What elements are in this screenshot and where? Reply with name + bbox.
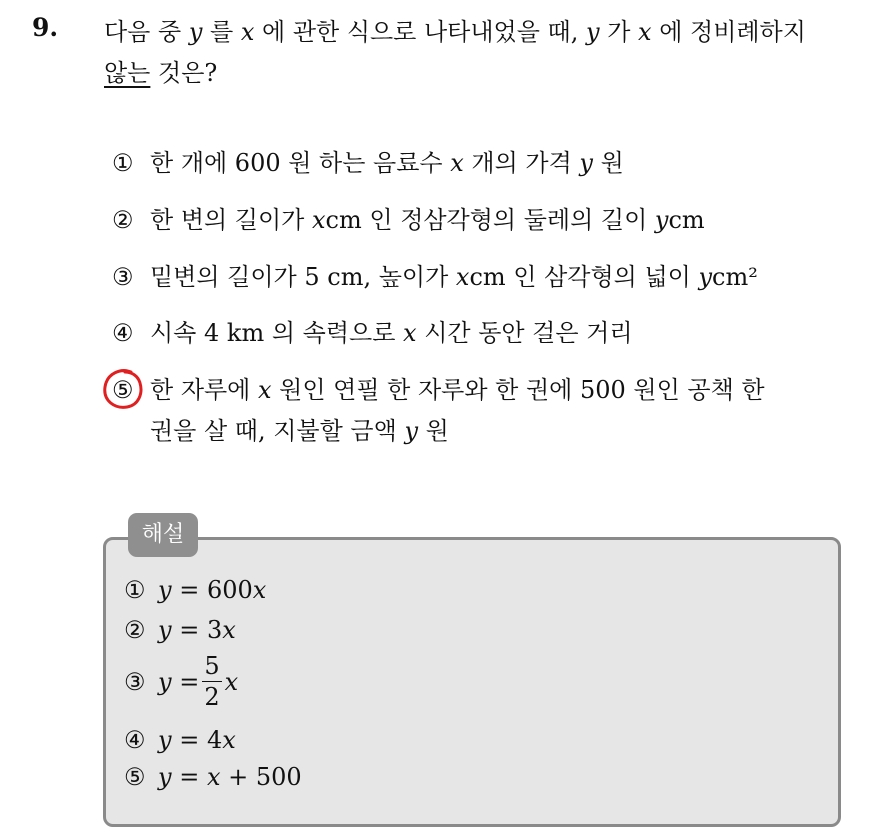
option-2[interactable] xyxy=(112,200,840,241)
option-3-text: 밑변의 길이가 5 cm, 높이가 xcm 인 삼각형의 넓이 ycm² xyxy=(150,263,758,291)
question-text: 다음 중 y 를 x 에 관한 식으로 나타내었을 때, y 가 x 에 정비례하지 않는 것은? xyxy=(104,18,806,87)
option-2-mark: ② xyxy=(112,206,134,234)
solution-item-4: ④ y = 4 x xyxy=(124,726,236,754)
underlined-word: 않는 xyxy=(104,59,151,87)
solution-item-1: ① y = 600 x xyxy=(124,576,267,604)
option-4[interactable] xyxy=(112,313,840,354)
option-3[interactable] xyxy=(112,257,840,298)
option-5-text: 한 자루에 x 원인 연필 한 자루와 한 권에 500 원인 공책 한 권을 살 때, 지불할 금액 y 원 xyxy=(150,376,765,445)
solution-item-2: ② y = 3 x xyxy=(124,616,236,644)
solution-item-5: ⑤ y = x + 500 xyxy=(124,763,302,791)
option-1-text: 한 개에 600 원 하는 음료수 x 개의 가격 y 원 xyxy=(150,149,624,177)
option-4-text: 시속 4 km 의 속력으로 x 시간 동안 걸은 거리 xyxy=(150,319,633,347)
option-1[interactable] xyxy=(112,143,840,184)
fraction: $\frac{5}{2}$ xyxy=(204,652,220,711)
solution-tag: 해설 xyxy=(128,513,198,557)
solution-item-3: ③ y = $\frac{5}{2}$ x xyxy=(124,652,239,711)
option-1-mark: ① xyxy=(112,149,134,177)
option-5[interactable] xyxy=(112,370,840,452)
question-number: 9. xyxy=(32,13,59,42)
option-5-mark: ⑤ xyxy=(112,376,134,404)
option-4-mark: ④ xyxy=(112,319,134,347)
option-3-mark: ③ xyxy=(112,263,134,291)
option-2-text: 한 변의 길이가 xcm 인 정삼각형의 둘레의 길이 ycm xyxy=(150,206,705,234)
